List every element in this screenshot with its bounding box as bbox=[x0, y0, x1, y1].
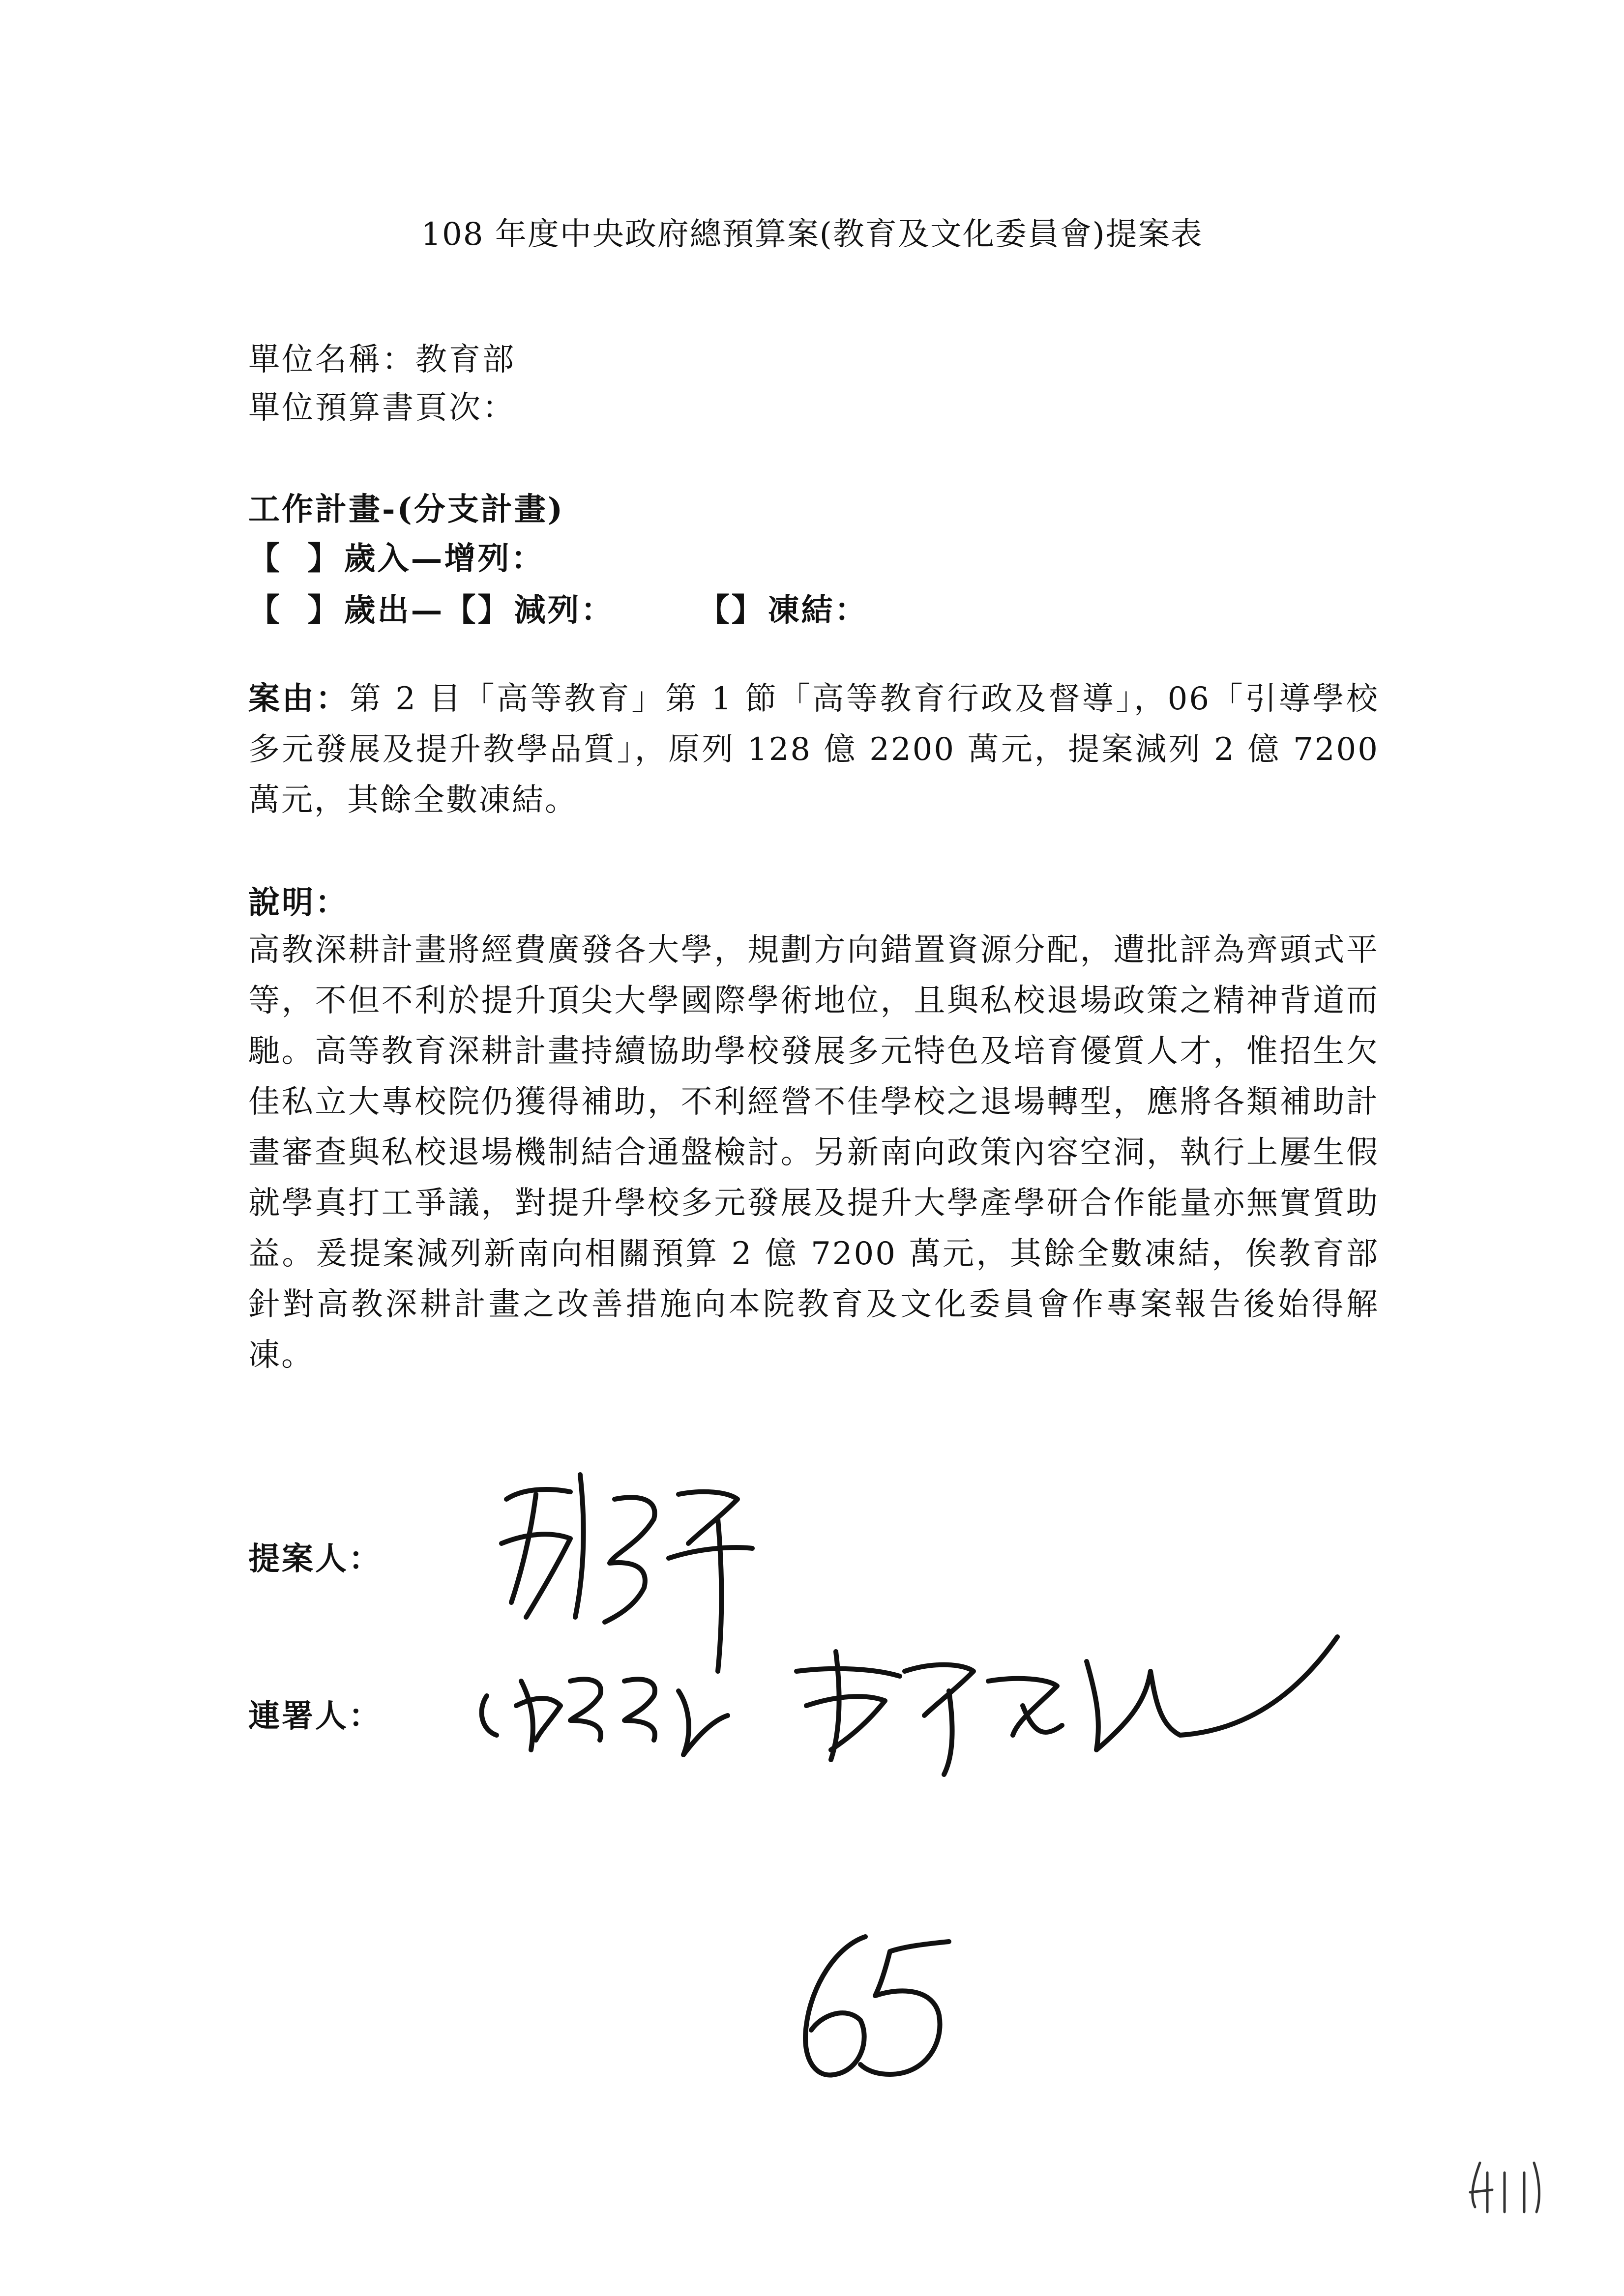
cosigner-label: 連署人： bbox=[248, 1698, 382, 1735]
unit-page-label: 單位預算書頁次： bbox=[248, 390, 516, 426]
freeze-label: 凍結： bbox=[768, 592, 868, 629]
expenditure-label: 歲出— bbox=[344, 592, 444, 629]
page-number-drawing bbox=[1470, 2163, 1539, 2212]
revenue-label: 歲入—增列： bbox=[344, 540, 545, 577]
cosigner-signature-1 bbox=[482, 1679, 728, 1755]
reduce-checkbox: 【】 bbox=[444, 592, 511, 629]
proposer-signature bbox=[502, 1475, 752, 1671]
reason-label: 案由： bbox=[248, 680, 350, 717]
freeze-checkbox: 【】 bbox=[698, 592, 765, 629]
plan-title: 工作計畫-(分支計畫) bbox=[248, 491, 565, 528]
cosigner-signature-2 bbox=[797, 1637, 1337, 1774]
reason-text: 第 2 目「高等教育」第 1 節「高等教育行政及督導」，06「引導學校多元發展及提升教學品質」，原列 128 億 2200 萬元，提案減列 2 億 7200 萬元，其餘全數凍結。 bbox=[248, 681, 1380, 818]
unit-name-label: 單位名稱： bbox=[248, 342, 415, 378]
proposer-label: 提案人： bbox=[248, 1540, 382, 1577]
handwritten-number-drawing bbox=[805, 1937, 949, 2075]
explanation-text: 高教深耕計畫將經費廣發各大學，規劃方向錯置資源分配，遭批評為齊頭式平等，不但不利於提升頂尖大學國際學術地位，且與私校退場政策之精神背道而馳。高等教育深耕計畫持續協助學校發展多元特色及培育優質人才，惟招生欠佳私立大專校院仍獲得補助，不利經營不佳學校之退場轉型，應將各類補助計畫審查與私校退場機制結合通盤檢討。另新南向政策內容空洞，執行上屢生假就學真打工爭議，對提升學校多元發展及提升大學產學研合作能量亦無實質助益。爰提案減列新南向相關預算 2 億 7200 萬元，其餘全數凍結，俟教育部針對高教深耕計畫之改善措施向本院教育及文化委員會作專案報告後始得解凍。 bbox=[248, 932, 1379, 1373]
document-title: 108 年度中央政府總預算案(教育及文化委員會)提案表 bbox=[421, 216, 1203, 253]
reduce-label: 減列： bbox=[514, 592, 615, 629]
unit-name-value: 教育部 bbox=[415, 342, 516, 378]
expenditure-checkbox: 【 】 bbox=[248, 592, 341, 629]
explanation-label: 說明： bbox=[248, 884, 349, 921]
revenue-checkbox: 【 】 bbox=[248, 540, 341, 577]
